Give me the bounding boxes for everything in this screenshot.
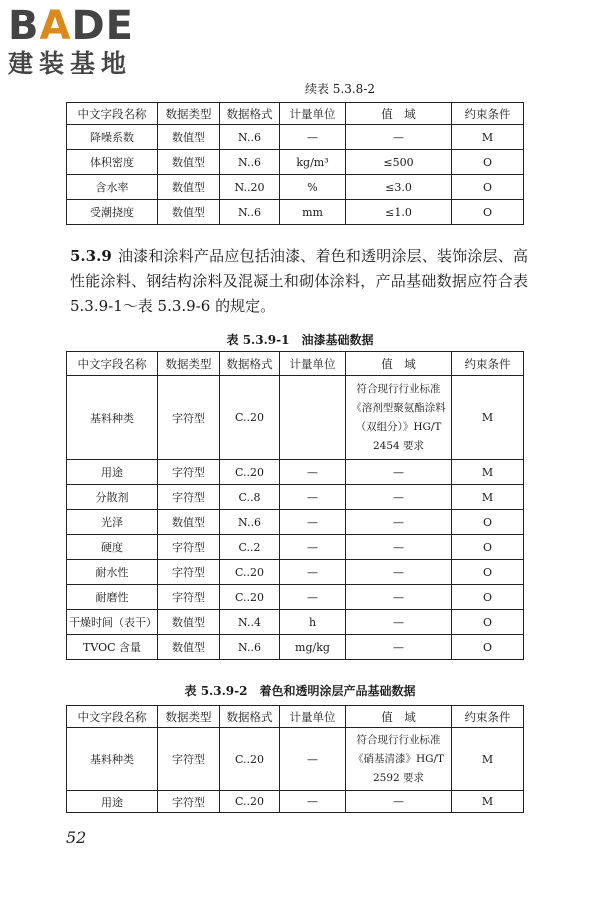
table-cell: 字符型 bbox=[158, 485, 220, 510]
paint-basic-data-table bbox=[66, 351, 524, 660]
column-header: 计量单位 bbox=[280, 103, 346, 125]
table-header-row bbox=[67, 103, 524, 125]
table-cell: 数值型 bbox=[158, 610, 220, 635]
column-header: 约束条件 bbox=[452, 706, 524, 728]
table-row bbox=[67, 510, 524, 535]
table-cell: M bbox=[452, 728, 524, 791]
table-cell: 数值型 bbox=[158, 150, 220, 175]
column-header: 数据格式 bbox=[220, 352, 280, 376]
cont-table-caption: 续表 5.3.8-2 bbox=[304, 82, 376, 96]
table-cell: — bbox=[346, 510, 452, 535]
table-cell: — bbox=[280, 485, 346, 510]
table-cell: — bbox=[280, 560, 346, 585]
table-cell: — bbox=[346, 460, 452, 485]
table-cell: TVOC 含量 bbox=[67, 635, 158, 660]
table-cell: — bbox=[280, 791, 346, 813]
column-header: 计量单位 bbox=[280, 352, 346, 376]
table-cell: — bbox=[346, 535, 452, 560]
column-header: 数据类型 bbox=[158, 706, 220, 728]
table-cell: O bbox=[452, 585, 524, 610]
table-cell: — bbox=[346, 560, 452, 585]
value-range-cell bbox=[346, 376, 452, 460]
table-row bbox=[67, 150, 524, 175]
column-header: 值 域 bbox=[346, 352, 452, 376]
table-cell: M bbox=[452, 791, 524, 813]
table-cell: — bbox=[280, 728, 346, 791]
table-row bbox=[67, 200, 524, 225]
column-header: 约束条件 bbox=[452, 103, 524, 125]
column-header: 数据类型 bbox=[158, 103, 220, 125]
table-cell: — bbox=[346, 585, 452, 610]
table-row bbox=[67, 125, 524, 150]
table-cell: 分散剂 bbox=[67, 485, 158, 510]
table-cell: — bbox=[346, 791, 452, 813]
logo bbox=[8, 4, 178, 86]
column-header: 值 域 bbox=[346, 103, 452, 125]
table-cell: C..20 bbox=[220, 791, 280, 813]
table-cell: mg/kg bbox=[280, 635, 346, 660]
table-row bbox=[67, 728, 524, 791]
value-range-line: 符合现行行业标准 bbox=[356, 733, 441, 746]
table-cell: 耐水性 bbox=[67, 560, 158, 585]
table-cell: N..6 bbox=[220, 125, 280, 150]
table-header-row bbox=[67, 352, 524, 376]
table-cell: 含水率 bbox=[67, 175, 158, 200]
table-cell: — bbox=[280, 585, 346, 610]
table-cell: 体积密度 bbox=[67, 150, 158, 175]
column-header: 值 域 bbox=[346, 706, 452, 728]
table-cell: 字符型 bbox=[158, 728, 220, 791]
table-cell: 基料种类 bbox=[67, 376, 158, 460]
logo-wordmark: BADE bbox=[8, 3, 134, 49]
coating-basic-data-table bbox=[66, 705, 524, 813]
table-cell: — bbox=[346, 610, 452, 635]
table-cell: 用途 bbox=[67, 791, 158, 813]
table-cell: 数值型 bbox=[158, 200, 220, 225]
table-cell: 用途 bbox=[67, 460, 158, 485]
table-cell: % bbox=[280, 175, 346, 200]
table-cell: 数值型 bbox=[158, 125, 220, 150]
table-cell: M bbox=[452, 125, 524, 150]
table-cell: 基料种类 bbox=[67, 728, 158, 791]
table-cell: 受潮挠度 bbox=[67, 200, 158, 225]
table-cell: h bbox=[280, 610, 346, 635]
table-cell: 字符型 bbox=[158, 535, 220, 560]
column-header: 约束条件 bbox=[452, 352, 524, 376]
table-cell: 数值型 bbox=[158, 175, 220, 200]
table-cell: M bbox=[452, 485, 524, 510]
table-cell: C..2 bbox=[220, 535, 280, 560]
table-cell: M bbox=[452, 460, 524, 485]
column-header: 数据类型 bbox=[158, 352, 220, 376]
table-cell: M bbox=[452, 376, 524, 460]
table-cell: — bbox=[346, 485, 452, 510]
value-range-line: 《溶剂型聚氨酯涂料 bbox=[351, 401, 446, 414]
table-cell: — bbox=[280, 460, 346, 485]
column-header: 数据格式 bbox=[220, 706, 280, 728]
table-cell: N..6 bbox=[220, 635, 280, 660]
value-range-line: 2454 要求 bbox=[372, 439, 425, 452]
table-cell: — bbox=[346, 635, 452, 660]
table-cell: 干燥时间（表干） bbox=[67, 610, 158, 635]
table-row bbox=[67, 585, 524, 610]
table-row bbox=[67, 376, 524, 460]
table-cell: O bbox=[452, 535, 524, 560]
table-row bbox=[67, 460, 524, 485]
table-cell: N..6 bbox=[220, 200, 280, 225]
table-cell: 耐磨性 bbox=[67, 585, 158, 610]
table-cell: ≤500 bbox=[346, 150, 452, 175]
table-cell: O bbox=[452, 610, 524, 635]
table-cell: C..20 bbox=[220, 560, 280, 585]
cont-table bbox=[66, 102, 524, 225]
table-cell: 字符型 bbox=[158, 560, 220, 585]
table-cell: C..20 bbox=[220, 460, 280, 485]
table-header-row bbox=[67, 706, 524, 728]
table-cell: O bbox=[452, 150, 524, 175]
table-cell: 字符型 bbox=[158, 460, 220, 485]
table-cell: 降噪系数 bbox=[67, 125, 158, 150]
table-cell: O bbox=[452, 175, 524, 200]
logo-subtitle: 建装基地 bbox=[8, 49, 133, 78]
section-paragraph bbox=[70, 244, 528, 319]
value-range-line: （双组分）》HG/T bbox=[355, 420, 442, 433]
table-cell: N..6 bbox=[220, 150, 280, 175]
table-cell: kg/m³ bbox=[280, 150, 346, 175]
table2-caption: 表 5.3.9-2 着色和透明涂层产品基础数据 bbox=[184, 684, 416, 698]
table-cell: — bbox=[280, 510, 346, 535]
table-cell: O bbox=[452, 200, 524, 225]
table-cell: 字符型 bbox=[158, 791, 220, 813]
table-cell: 光泽 bbox=[67, 510, 158, 535]
column-header: 中文字段名称 bbox=[67, 706, 158, 728]
table-cell: ≤1.0 bbox=[346, 200, 452, 225]
table-cell: C..20 bbox=[220, 585, 280, 610]
table1-caption: 表 5.3.9-1 油漆基础数据 bbox=[226, 333, 374, 347]
table-row bbox=[67, 610, 524, 635]
table-row bbox=[67, 175, 524, 200]
value-range-line: 2592 要求 bbox=[372, 771, 425, 784]
page-number: 52 bbox=[66, 828, 87, 847]
table-row bbox=[67, 791, 524, 813]
table-cell: 字符型 bbox=[158, 376, 220, 460]
table-cell bbox=[280, 376, 346, 460]
table-row bbox=[67, 560, 524, 585]
table-cell: N..6 bbox=[220, 510, 280, 535]
table-cell: N..20 bbox=[220, 175, 280, 200]
value-range-cell bbox=[346, 728, 452, 791]
table-cell: 数值型 bbox=[158, 510, 220, 535]
value-range-line: 《硝基清漆》HG/T bbox=[352, 752, 445, 765]
table-cell: — bbox=[280, 125, 346, 150]
column-header: 中文字段名称 bbox=[67, 352, 158, 376]
table-cell: mm bbox=[280, 200, 346, 225]
table-cell: 字符型 bbox=[158, 585, 220, 610]
table-cell: N..4 bbox=[220, 610, 280, 635]
table-cell: O bbox=[452, 510, 524, 535]
table-cell: ≤3.0 bbox=[346, 175, 452, 200]
table-cell: C..20 bbox=[220, 376, 280, 460]
column-header: 计量单位 bbox=[280, 706, 346, 728]
table-cell: O bbox=[452, 560, 524, 585]
table-cell: C..20 bbox=[220, 728, 280, 791]
section-text: 油漆和涂料产品应包括油漆、着色和透明涂层、装饰涂层、高性能涂料、钢结构涂料及混凝土和砌体涂料，产品基础数据应符合表 5.3.9-1～表 5.3.9-6 的规定。 bbox=[70, 247, 528, 315]
table-cell: O bbox=[452, 635, 524, 660]
table-row bbox=[67, 535, 524, 560]
column-header: 中文字段名称 bbox=[67, 103, 158, 125]
value-range-line: 符合现行行业标准 bbox=[356, 382, 441, 395]
column-header: 数据格式 bbox=[220, 103, 280, 125]
table-row bbox=[67, 635, 524, 660]
table-cell: — bbox=[346, 125, 452, 150]
table-cell: 数值型 bbox=[158, 635, 220, 660]
table-cell: 硬度 bbox=[67, 535, 158, 560]
table-cell: C..8 bbox=[220, 485, 280, 510]
table-row bbox=[67, 485, 524, 510]
table-cell: — bbox=[280, 535, 346, 560]
section-number: 5.3.9 bbox=[70, 247, 112, 265]
